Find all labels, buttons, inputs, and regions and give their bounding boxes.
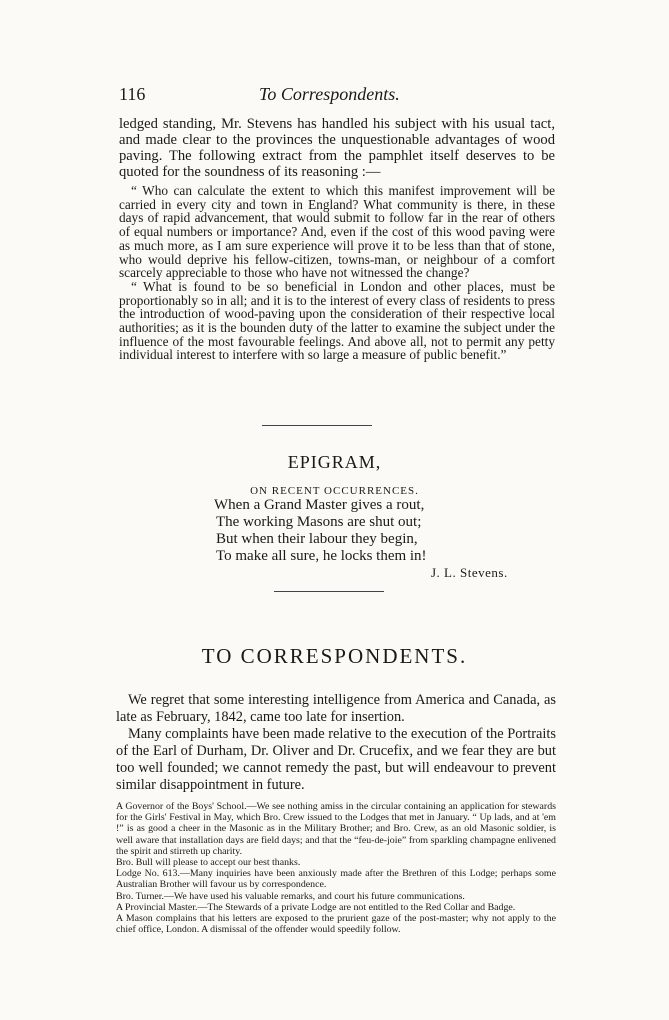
small-notice: A Mason complains that his letters are exposed to the prurient gaze of the post-master; why not apply to the chief office, London. A dismissal of the offender would speedily follow. <box>116 913 556 936</box>
body-text-continuation <box>119 116 555 180</box>
epigram-subtitle: ON RECENT OCCURRENCES. <box>250 485 419 497</box>
running-title: To Correspondents. <box>259 84 400 104</box>
small-notice: A Governor of the Boys' School.—We see nothing amiss in the circular containing an application for stewards for the Girls' Festival in May, which Bro. Crew issued to the Lodges that met in January. “ Up lads, and at 'em !” is as good a cheer in the Masonic as in the Military Brother; and Bro. Crew, as an old Masonic soldier, is well aware that installation days are field days; and that the “feu-de-joie” from sparkling champagne enlivened the spirit and stirreth up charity. <box>116 801 556 857</box>
epigram-title: EPIGRAM, <box>287 452 382 472</box>
section-heading: TO CORRESPONDENTS. <box>201 644 468 668</box>
verse-line: When a Grand Master gives a rout, <box>214 497 425 513</box>
continuation-paragraph: ledged standing, Mr. Stevens has handled his subject with his usual tact, and made clear to the provinces the unquestionable advantages of wood paving. The following extract from the pamphlet itself deserves to be quoted for the soundness of its reasoning :— <box>119 116 555 180</box>
verse-line: The working Masons are shut out; <box>216 514 422 530</box>
pamphlet-quote <box>119 184 555 362</box>
small-notice: Bro. Turner.—We have used his valuable remarks, and court his future communications. <box>116 890 465 902</box>
quote-paragraph-1: “ Who can calculate the extent to which this manifest improvement will be carried in every city and town in England? What community is there, in these days of rapid advancement, that would submit to follow far in the rear of others of equal numbers or importance? And, even if the cost of this wood paving were as much more, as I am sure experience will prove it to be less than that of stone, who would deprive his fellow-citizen, towns-man, or neighbour of a comfort scarcely appreciable to those who have not witnessed the change? <box>119 183 555 281</box>
small-notice: A Provincial Master.—The Stewards of a private Lodge are not entitled to the Red Collar and Badge. <box>116 901 516 913</box>
epigram-signature: J. L. Stevens. <box>431 565 508 580</box>
correspondent-notices <box>116 692 556 795</box>
small-notice: Lodge No. 613.—Many inquiries have been anxiously made after the Brethren of this Lodge; perhaps some Australian Brother will favour us by correspondence. <box>116 868 556 891</box>
quote-paragraph-2: “ What is found to be so beneficial in London and other places, must be proportionably so in all; and it is to the interest of every class of residents to press the introduction of wood-paving upon the consideration of their respective local authorities; as it is the bounden duty of the latter to examine the subject under the influence of the most favourable feelings. And above all, not to permit any petty individual interest to interfere with so large a measure of public benefit.” <box>119 278 555 363</box>
verse-line: To make all sure, he locks them in! <box>216 548 427 564</box>
small-notices <box>116 801 556 935</box>
notice-paragraph-1: We regret that some interesting intelligence from America and Canada, as late as February, 1842, came too late for insertion. <box>116 692 556 726</box>
notice-paragraph-2: Many complaints have been made relative to the execution of the Portraits of the Earl of Durham, Dr. Oliver and Dr. Crucefix, and we fear they are but too well founded; we cannot remedy the past, but will endeavour to prevent similar disappointment in future. <box>116 726 556 794</box>
section-divider <box>262 425 372 426</box>
section-divider <box>274 591 384 592</box>
page-number: 116 <box>119 84 146 104</box>
verse-line: But when their labour they begin, <box>216 531 418 547</box>
small-notice: Bro. Bull will please to accept our best thanks. <box>116 857 301 869</box>
epigram-verse <box>214 497 514 565</box>
running-head <box>119 84 555 106</box>
